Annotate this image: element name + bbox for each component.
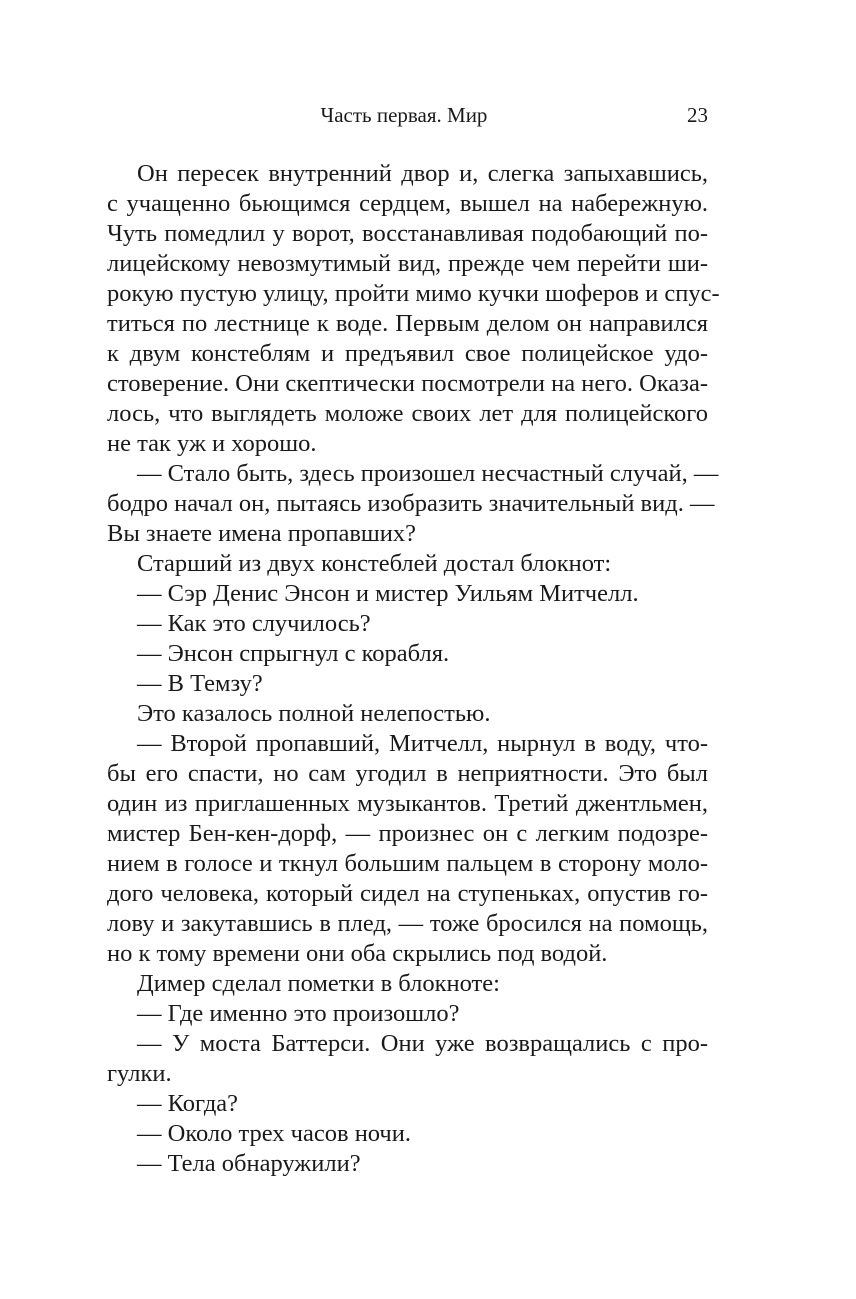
text-line: дого человека, который сидел на ступеньках, опустив го-: [107, 880, 708, 907]
running-head: [100, 100, 708, 130]
text-line: Димер сделал пометки в блокноте:: [137, 970, 500, 997]
text-line: — Второй пропавший, Митчелл, нырнул в воду, что-: [137, 730, 708, 757]
text-line: мистер Бен-кен-дорф, — произнес он с легким подозре-: [107, 820, 708, 847]
text-line: Старший из двух констеблей достал блокнот:: [137, 550, 612, 577]
text-line: Чуть помедлил у ворот, восстанавливая подобающий по-: [107, 220, 708, 247]
text-line: — В Темзу?: [137, 670, 263, 697]
text-line: нием в голосе и ткнул большим пальцем в сторону моло-: [107, 850, 708, 877]
running-title: Часть первая. Мир: [320, 103, 488, 127]
text-line: бы его спасти, но сам угодил в неприятности. Это был: [107, 760, 708, 787]
text-line: — Стало быть, здесь произошел несчастный случай, —: [137, 460, 719, 487]
text-line: — Около трех часов ночи.: [137, 1120, 411, 1147]
page-number: 23: [687, 103, 708, 127]
text-line: один из приглашенных музыкантов. Третий джентльмен,: [107, 790, 708, 817]
text-line: к двум констеблям и предъявил свое полицейское удо-: [107, 340, 708, 367]
text-line: Он пересек внутренний двор и, слегка запыхавшись,: [137, 160, 708, 187]
text-line: Вы знаете имена пропавших?: [107, 520, 417, 547]
text-line: бодро начал он, пытаясь изобразить значительный вид. —: [107, 490, 715, 517]
text-line: — Где именно это произошло?: [137, 1000, 460, 1027]
text-line: лову и закутавшись в плед, — тоже бросился на помощь,: [107, 910, 708, 937]
text-line: гулки.: [107, 1060, 172, 1087]
text-line: рокую пустую улицу, пройти мимо кучки шоферов и спус-: [107, 280, 720, 307]
text-line: — Когда?: [137, 1090, 239, 1117]
text-line: — Энсон спрыгнул с корабля.: [137, 640, 450, 667]
text-line: лицейскому невозмутимый вид, прежде чем перейти ши-: [107, 250, 708, 277]
text-line: стоверение. Они скептически посмотрели на него. Оказа-: [107, 370, 708, 397]
text-line: — У моста Баттерси. Они уже возвращались с про-: [137, 1030, 708, 1057]
text-line: с учащенно бьющимся сердцем, вышел на набережную.: [107, 190, 708, 217]
text-line: титься по лестнице к воде. Первым делом он направился: [107, 310, 708, 337]
body-text: [107, 159, 720, 1179]
text-line: — Тела обнаружили?: [137, 1150, 361, 1177]
text-line: лось, что выглядеть моложе своих лет для полицейского: [107, 400, 708, 427]
text-line: — Сэр Денис Энсон и мистер Уильям Митчелл.: [137, 580, 639, 607]
text-line: — Как это случилось?: [137, 610, 371, 637]
text-line: Это казалось полной нелепостью.: [137, 700, 491, 727]
text-line: но к тому времени они оба скрылись под водой.: [107, 940, 608, 967]
text-line: не так уж и хорошо.: [107, 430, 317, 457]
